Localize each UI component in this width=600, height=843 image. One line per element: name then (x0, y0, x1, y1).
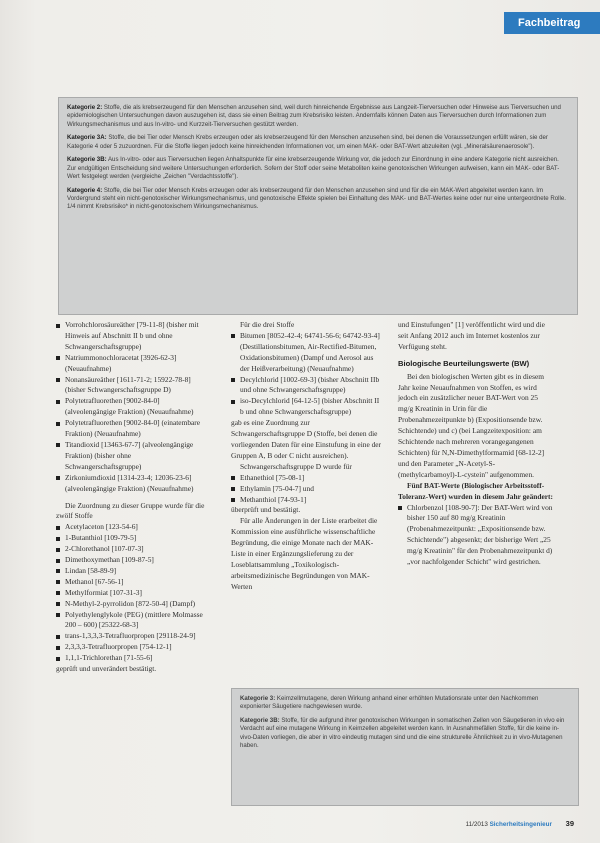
list-item: Ethanethiol [75-08-1] (231, 473, 383, 484)
text-column-3 (398, 320, 554, 568)
paragraph: Schwangerschaftsgruppe D wurde für (240, 461, 352, 471)
category-3b-definition: Kategorie 3B: Aus In-vitro- oder aus Tierversuchen liegen Anhaltspunkte für eine krebserzeugende Wirkung vor, die jedoch zur Einordnung in eine andere Kategorie nicht ausreichen. Zur endgültigen Entscheidung sind weitere Untersuchungen erforderlich. Sofern der Stoff oder seine Metaboliten keine genotoxischen Wirkungen aufweisen, kann ein MAK- oder BAT-Wert festgelegt werden (vergleiche „Zeichen "Verdachtsstoffe"). (67, 156, 560, 181)
page-number: 39 (565, 819, 574, 828)
paragraph: Fünf BAT-Werte (Biologischer Arbeitsstoff-Toleranz-Wert) wurden in diesem Jahr geändert: (398, 480, 553, 501)
list-item: trans-1,3,3,3-Tetrafluorpropen [29118-24-9] (56, 631, 206, 642)
substance-list-c (231, 331, 383, 418)
paragraph: Für die drei Stoffe (240, 320, 295, 329)
category-4-definition: Kategorie 4: Stoffe, die bei Tier oder Mensch Krebs erzeugen oder als krebserzeugend für den Menschen anzusehen sind und für die ein MAK-Wert abgeleitet werden kann. Im Vordergrund steht ein nicht-genotoxischer Wirkungsmechanismus, und genotoxische Effekte spielen bei Einhaltung des MAK- und BAT-Wertes keine oder nur eine untergeordnete Rolle. 1/4 nimmt Krebsrisiko* in nicht-genotoxischem Wirkungsmechanismus. (67, 186, 566, 211)
bat-change-list (398, 503, 554, 568)
substance-list-d (231, 473, 383, 506)
list-item: Nonansäureäther [1611-71-2; 15922-78-8] (bisher Schwangerschaftsgruppe D) (56, 375, 206, 397)
paragraph: Die Zuordnung zu dieser Gruppe wurde für die zwölf Stoffe (56, 500, 205, 521)
list-item: Zirkoniumdioxid [1314-23-4; 12036-23-6] (alveolengängige Fraktion) (Neuaufnahme) (56, 473, 206, 495)
list-item: 2-Chlorethanol [107-07-3] (56, 544, 206, 555)
paragraph: Für alle Änderungen in der Liste erarbeitet die Kommission eine ausführliche wissenschaftliche Begründung, die einige Monate nach der MAK-Liste in einer Ergänzungslieferung zu der Loseblattsammlung „Toxikologisch-arbeitsmedizinische Begründungen von MAK-Werten (231, 516, 378, 591)
list-item: Chlorbenzol [108-90-7]: Der BAT-Wert wird von bisher 150 auf 80 mg/g Kreatinin (Probenahmezeitpunkt: „Expositionsende bzw. Schichtende") abgesenkt; der bisherige Wert „25 mg/g Kreatinin" für den Probenahmezeitpunkt d) „vor nachfolgender Schicht" wird gestrichen. (398, 503, 554, 568)
mutagen-categories-box (231, 688, 579, 806)
list-item: Polytetrafluorethen [9002-84-0] (alveolengängige Fraktion) (Neuaufnahme) (56, 396, 206, 418)
list-item: Ethylamin [75-04-7] und (231, 484, 383, 495)
list-item: N-Methyl-2-pyrrolidon [872-50-4] (Dampf) (56, 599, 206, 610)
list-item: Methanthiol [74-93-1] (231, 495, 383, 506)
list-item: Bitumen [8052-42-4; 64741-56-6; 64742-93-4] (Destillationsbitumen, Air-Rectified-Bitumen, Oxidationsbitumen) (Dampf und Aerosol aus der Heißverarbeitung) (Neuaufnahme) (231, 331, 383, 375)
text-column-1 (56, 320, 206, 675)
paragraph: Bei den biologischen Werten gibt es in diesem Jahr keine Neuaufnahmen von Stoffen, es wird jedoch ein zusätzlicher neuer BAT-Wert von 25 mg/g Kreatinin in Urin für die Probenahmezeitpunkte b) (Expositionsende bzw. Schichtende) und c) (bei Langzeitexposition: am Schichtende nach mehreren vorangegangenen Schichten) für N,N-Dimethylformamid [68-12-2] und den Parameter „N-Acetyl-S-(methylcarbamoyl)-L-cystein" aufgenommen. (398, 371, 545, 479)
substance-list-b (56, 522, 206, 664)
paragraph: und Einstufungen" [1] veröffentlicht wird und die seit Anfang 2012 auch im Internet kostenlos zur Verfügung steht. (398, 320, 545, 351)
list-item: iso-Decylchlorid [64-12-5] (bisher Abschnitt II b und ohne Schwangerschaftsgruppe) (231, 396, 383, 418)
issue-number: 11/2013 (465, 821, 488, 828)
list-item: Vorrohchlorosäureäther [79-11-8] (bisher mit Hinweis auf Abschnitt II b und ohne Schwangerschaftsgruppe) (56, 320, 206, 353)
list-item: Decylchlorid [1002-69-3] (bisher Abschnitt IIb und ohne Schwangerschaftsgruppe) (231, 375, 383, 397)
paragraph: gab es eine Zuordnung zur Schwangerschaftsgruppe D (Stoffe, bei denen die vorliegenden Daten für eine Einstufung in eine der Gruppen A, B oder C nicht ausreichen). (231, 418, 382, 460)
category-3b-mutagen-definition: Kategorie 3B: Stoffe, für die aufgrund ihrer genotoxischen Wirkungen in somatischen Zellen von Säugetieren in vivo ein Verdacht auf eine mutagene Wirkung in Keimzellen abgeleitet werden kann. In Ausnahmefällen Stoffe, für die keine in-vivo-Daten vorliegen, die aber in vitro eindeutig mutagen sind und die eine strukturelle Ähnlichkeit zu in vivo-Mutagenen haben. (240, 716, 565, 750)
paragraph: geprüft und unverändert bestätigt. (56, 664, 157, 674)
text-column-2 (231, 320, 383, 593)
journal-name: Sicherheitsingenieur (489, 821, 552, 828)
list-item: Dimethoxymethan [109-87-5] (56, 555, 206, 566)
substance-list-a (56, 320, 206, 495)
section-tab: Fachbeitrag (504, 12, 600, 34)
page-footer (466, 819, 574, 828)
list-item: Natriummonochloracetat [3926-62-3] (Neuaufnahme) (56, 353, 206, 375)
list-item: Methylformiat [107-31-3] (56, 588, 206, 599)
category-3a-definition: Kategorie 3A: Stoffe, die bei Tier oder Mensch Krebs erzeugen oder als krebserzeugend für den Menschen anzusehen sind, bei denen die Voraussetzungen erfüllt wären, sie der Kategorie 4 oder 5 zuzuordnen. Für die Stoffe liegen jedoch keine hinreichenden Informationen vor, um einen MAK- oder BAT-Wert abzuleiten (vgl. „Mineralsäurenaerosole"). (67, 134, 548, 150)
list-item: Titandioxid [13463-67-7] (alveolengängige Fraktion) (bisher ohne Schwangerschaftsgruppe) (56, 440, 206, 473)
category-2-definition: Kategorie 2: Stoffe, die als krebserzeugend für den Menschen anzusehen sind, weil durch hinreichende Ergebnisse aus Langzeit-Tierversuchen oder Hinweise aus Tierversuchen und epidemiologischen Untersuchungen davon auszugehen ist, dass sie einen Beitrag zum Krebsrisiko leisten. Andernfalls können Daten aus Tierversuchen durch Informationen zum Wirkungsmechanismus und aus In-vitro- und Kurzzeit-Tierversuchen gestützt werden. (67, 104, 561, 128)
paragraph: überprüft und bestätigt. (231, 505, 301, 515)
list-item: 1,1,1-Trichlorethan [71-55-6] (56, 653, 206, 664)
list-item: Lindan [58-89-9] (56, 566, 206, 577)
category-3-definition: Kategorie 3: Keimzellmutagene, deren Wirkung anhand einer erhöhten Mutationsrate unter den Nachkommen exponierter Säugetiere nachgewiesen wurde. (240, 695, 539, 711)
list-item: 1-Butanthiol [109-79-5] (56, 533, 206, 544)
list-item: Methanol [67-56-1] (56, 577, 206, 588)
list-item: 2,3,3,3-Tetrafluorpropen [754-12-1] (56, 642, 206, 653)
list-item: Polyethylenglykole (PEG) (mittlere Molmasse 200 – 600) [25322-68-3] (56, 610, 206, 632)
section-heading: Biologische Beurteilungswerte (BW) (398, 358, 530, 368)
category-definitions-box (58, 97, 578, 315)
list-item: Acetylaceton [123-54-6] (56, 522, 206, 533)
list-item: Polytetrafluorethen [9002-84-0] (einatembare Fraktion) (Neuaufnahme) (56, 418, 206, 440)
